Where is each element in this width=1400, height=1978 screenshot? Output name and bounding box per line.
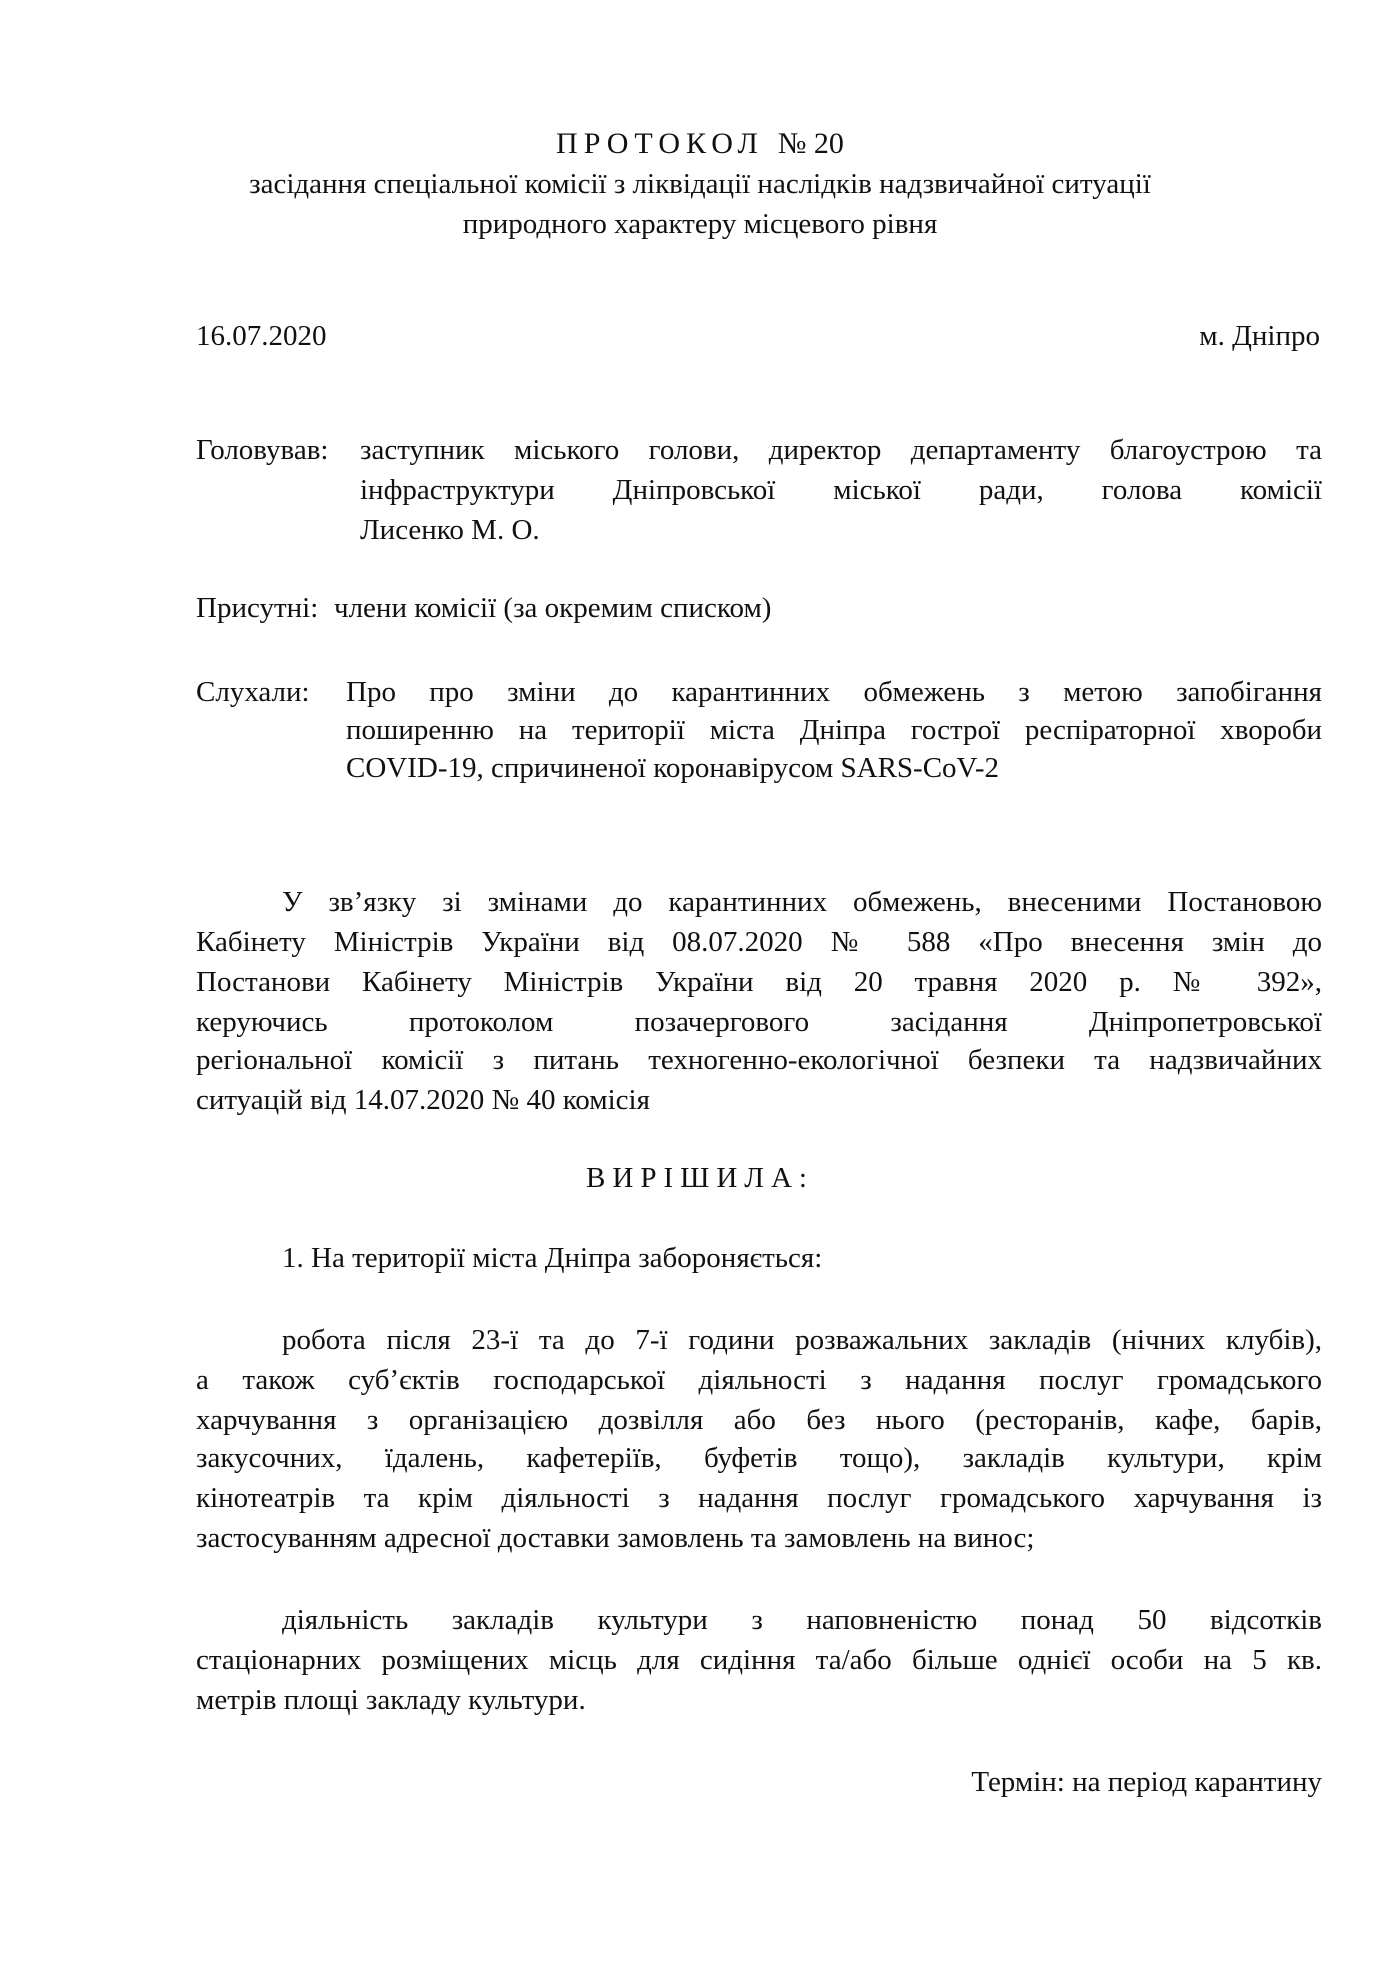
protocol-number: № 20 (777, 127, 844, 160)
chair-line-2: інфраструктури Дніпровської міської ради, голова комісії (360, 474, 1322, 506)
subtitle-line-1: засідання спеціальної комісії з ліквідації наслідків надзвичайної ситуації (249, 168, 1151, 200)
preamble-line-6: ситуацій від 14.07.2020 № 40 комісія (196, 1084, 650, 1116)
term-text: Термін: на період карантину (971, 1766, 1322, 1798)
item1-heading: 1. На території міста Дніпра забороняється: (282, 1242, 823, 1274)
item1-para1-line-2: а також суб’єктів господарської діяльності з надання послуг громадського (196, 1364, 1322, 1396)
item1-para1-line-5: кінотеатрів та крім діяльності з надання послуг громадського харчування із (196, 1482, 1322, 1514)
item1-para1-line-3: харчування з організацією дозвілля або без нього (ресторанів, кафе, барів, (196, 1404, 1322, 1436)
chair-line-1: заступник міського голови, директор департаменту благоустрою та (360, 434, 1322, 466)
preamble-line-4: керуючись протоколом позачергового засідання Дніпропетровської (196, 1006, 1322, 1038)
preamble-line-5: регіональної комісії з питань техногенно-екологічної безпеки та надзвичайних (196, 1044, 1322, 1076)
item1-para1-line-1: робота після 23-ї та до 7-ї години розважальних закладів (нічних клубів), (282, 1324, 1322, 1356)
item1-para1-line-4: закусочних, їдалень, кафетеріїв, буфетів тощо), закладів культури, крім (196, 1442, 1322, 1474)
protocol-date: 16.07.2020 (196, 320, 327, 352)
present-text: члени комісії (за окремим списком) (334, 592, 772, 624)
heard-line-3: COVID-19, спричиненої коронавірусом SARS-CoV-2 (346, 752, 999, 784)
decided-heading: ВИРІШИЛА: (586, 1162, 814, 1194)
protocol-city: м. Дніпро (1199, 320, 1320, 352)
heard-line-2: поширенню на території міста Дніпра гострої респіраторної хвороби (346, 714, 1322, 746)
preamble-line-3: Постанови Кабінету Міністрів України від 20 травня 2020 р. № 392», (196, 966, 1322, 998)
heard-label: Слухали: (196, 676, 310, 708)
preamble-line-1: У зв’язку зі змінами до карантинних обмежень, внесеними Постановою (282, 886, 1322, 918)
present-label: Присутні: (196, 592, 319, 624)
title-word: ПРОТОКОЛ (556, 127, 764, 160)
item1-para2-line-2: стаціонарних розміщених місць для сидіння та/або більше однієї особи на 5 кв. (196, 1644, 1322, 1676)
item1-para1-line-6: застосуванням адресної доставки замовлень та замовлень на винос; (196, 1522, 1035, 1554)
protocol-title (0, 126, 1400, 162)
chair-label: Головував: (196, 434, 329, 466)
heard-line-1: Про про зміни до карантинних обмежень з метою запобігання (346, 676, 1322, 708)
subtitle-line-2: природного характеру місцевого рівня (462, 208, 938, 240)
chair-line-3: Лисенко М. О. (360, 514, 540, 546)
preamble-line-2: Кабінету Міністрів України від 08.07.2020 № 588 «Про внесення змін до (196, 926, 1322, 958)
item1-para2-line-1: діяльність закладів культури з наповненістю понад 50 відсотків (282, 1604, 1322, 1636)
item1-para2-line-3: метрів площі закладу культури. (196, 1684, 586, 1716)
